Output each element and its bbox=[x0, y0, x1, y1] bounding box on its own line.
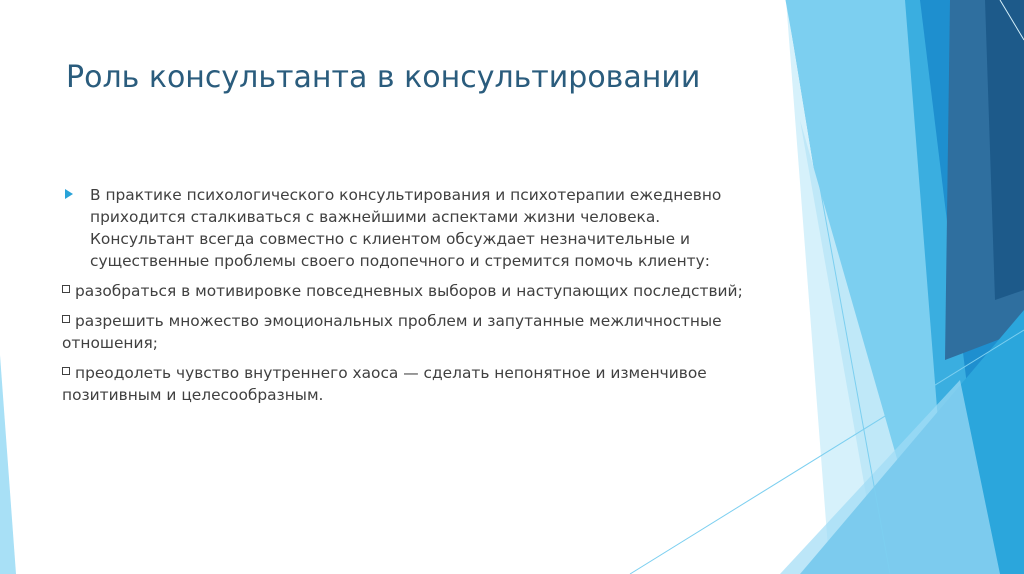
point-text: разобраться в мотивировке повседневных выборов и наступающих последствий; bbox=[75, 282, 743, 300]
point-item bbox=[62, 310, 767, 354]
left-edge-shape bbox=[0, 355, 16, 574]
hollow-square-icon bbox=[62, 315, 70, 323]
point-item bbox=[62, 280, 767, 302]
hollow-square-icon bbox=[62, 367, 70, 375]
lead-paragraph bbox=[62, 184, 767, 272]
lead-text: В практике психологического консультирования и психотерапии ежедневно приходится сталкиваться с важнейшими аспектами жизни человека. Консультант всегда совместно с клиентом обсуждает незначительные и существенные проблемы своего подопечного и стремится помочь клиенту: bbox=[90, 186, 722, 270]
slide-content bbox=[62, 184, 767, 414]
point-text: разрешить множество эмоциональных проблем и запутанные межличностные отношения; bbox=[62, 312, 722, 352]
point-item bbox=[62, 362, 767, 406]
triangle-arrow-icon bbox=[65, 189, 73, 199]
slide-title: Роль консультанта в консультировании bbox=[66, 60, 701, 95]
point-text: преодолеть чувство внутреннего хаоса — сделать непонятное и изменчивое позитивным и целесообразным. bbox=[62, 364, 707, 404]
hollow-square-icon bbox=[62, 285, 70, 293]
